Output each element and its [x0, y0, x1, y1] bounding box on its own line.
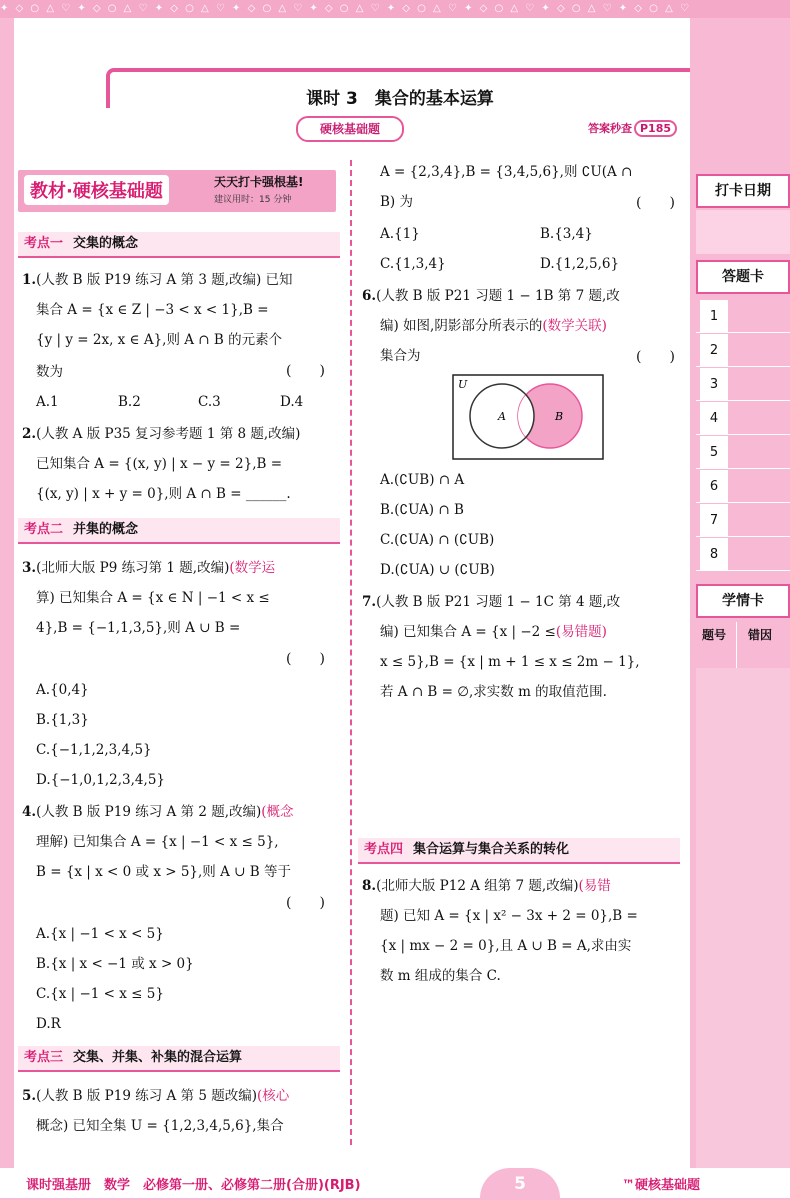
section-header [18, 518, 340, 544]
answer-paren[interactable]: ( ) [636, 195, 675, 211]
row-number: 6 [700, 470, 728, 503]
kp-text: 交集的概念 [73, 236, 139, 251]
option-a[interactable]: A.{1} [380, 226, 420, 242]
answer-paren[interactable]: ( ) [286, 651, 325, 667]
q-line: 编) 如图,阴影部分所表示的 [380, 318, 543, 334]
column-divider [350, 160, 352, 1145]
q-tag: (数学关联) [542, 318, 607, 334]
kp-text: 并集的概念 [73, 522, 139, 537]
answer-ref-label: 答案秒查 [588, 122, 632, 135]
q-line: (人教 B 版 P21 习题 1 − 1C 第 4 题,改 [376, 594, 621, 610]
venn-u-label: U [458, 378, 468, 391]
option-b[interactable]: B.2 [118, 394, 141, 410]
answer-paren[interactable]: ( ) [286, 363, 325, 379]
q-line: 概念) 已知全集 U = {1,2,3,4,5,6},集合 [36, 1118, 284, 1134]
q-line: 数为 [36, 364, 63, 380]
q-line: (北师大版 P12 A 组第 7 题,改编) [376, 878, 579, 894]
option-c[interactable]: C.(∁UA) ∩ (∁UB) [380, 532, 495, 548]
study-card-area[interactable] [696, 668, 790, 1168]
option-b[interactable]: B.{x | x < −1 或 x > 0} [36, 956, 194, 972]
page-title: 课时 3 集合的基本运算 [306, 89, 494, 109]
option-b[interactable]: B.{1,3} [36, 712, 89, 728]
q-line: (人教 B 版 P19 练习 A 第 3 题,改编) 已知 [36, 272, 293, 288]
option-a[interactable]: A.1 [36, 394, 59, 410]
q-line: 已知集合 A = {(x, y) | x − y = 2},B = [36, 456, 283, 472]
q-line: B = {x | x < 0 或 x > 5},则 A ∪ B 等于 [36, 864, 291, 880]
top-decoration: ✦ ◇ ○ △ ♡ ✦ ◇ ○ △ ♡ ✦ ◇ ○ △ ♡ ✦ ◇ ○ △ ♡ ✦ ◇ ○ △ ♡ ✦ ◇ ○ △ ♡ ✦ ◇ ○ △ ♡ ✦ ◇ ○ △ ♡ ✦ ◇ ○ △ ♡ [0, 0, 790, 18]
footer-brand: ™硬核基础题 [622, 1178, 701, 1193]
page-footer [0, 1168, 790, 1198]
q-tag: (易错 [578, 878, 611, 894]
section-header [18, 232, 340, 258]
checkin-date-label: 打卡日期 [696, 174, 790, 208]
q-line[interactable]: {(x, y) | x + y = 0},则 A ∩ B = ______. [36, 486, 291, 502]
answer-paren[interactable]: ( ) [636, 349, 675, 365]
answer-card-row[interactable] [696, 334, 790, 367]
q-line: (北师大版 P9 练习第 1 题,改编) [36, 560, 230, 576]
option-d[interactable]: D.{−1,0,1,2,3,4,5} [36, 772, 165, 788]
option-c[interactable]: C.3 [198, 394, 221, 410]
q-line: 编) 已知集合 A = {x | −2 ≤ [380, 624, 556, 640]
q-line: 数 m 组成的集合 C. [380, 968, 501, 984]
answer-card-row[interactable] [696, 300, 790, 333]
kp-text: 集合运算与集合关系的转化 [413, 842, 570, 857]
q-tag: (数学运 [229, 560, 276, 576]
footer-book-title: 课时强基册 数学 必修第一册、必修第二册(合册)(RJB) [26, 1178, 361, 1193]
kp-label: 考点二 [24, 522, 64, 537]
checkin-date-field[interactable] [696, 210, 790, 254]
option-d[interactable]: D.R [36, 1016, 61, 1032]
q-line: 若 A ∩ B = ∅,求实数 m 的取值范围. [380, 684, 607, 700]
q-line: {y | y = 2x, x ∈ A},则 A ∩ B 的元素个 [36, 332, 283, 348]
q-line: (人教 A 版 P35 复习参考题 1 第 8 题,改编) [36, 426, 301, 442]
kp-label: 考点四 [364, 842, 404, 857]
q-line: x ≤ 5},B = {x | m + 1 ≤ x ≤ 2m − 1}, [380, 654, 640, 670]
option-c[interactable]: C.{x | −1 < x ≤ 5} [36, 986, 164, 1002]
study-card-label: 学情卡 [696, 584, 790, 618]
answer-card-row[interactable] [696, 402, 790, 435]
q-line: 题) 已知 A = {x | x² − 3x + 2 = 0},B = [380, 908, 638, 924]
q-line: {x | mx − 2 = 0},且 A ∪ B = A,求由实 [380, 938, 632, 954]
q-tag: (易错题) [555, 624, 607, 640]
row-number: 3 [700, 368, 728, 401]
right-sidebar [696, 160, 790, 1170]
row-number: 7 [700, 504, 728, 537]
q-line: 算) 已知集合 A = {x ∈ N | −1 < x ≤ [36, 590, 270, 606]
option-d[interactable]: D.4 [280, 394, 304, 410]
answer-card-row[interactable] [696, 470, 790, 503]
column-question-no: 题号 [702, 628, 727, 642]
option-d[interactable]: D.{1,2,5,6} [540, 256, 620, 272]
option-b[interactable]: B.{3,4} [540, 226, 593, 242]
q-tag: (核心 [256, 1088, 290, 1104]
kp-text: 交集、并集、补集的混合运算 [73, 1050, 243, 1065]
option-b[interactable]: B.(∁UA) ∩ B [380, 502, 464, 518]
option-c[interactable]: C.{−1,1,2,3,4,5} [36, 742, 152, 758]
row-number: 5 [700, 436, 728, 469]
banner-main: 教材·硬核基础题 [24, 175, 169, 205]
answer-card-row[interactable] [696, 436, 790, 469]
difficulty-tag: 硬核基础题 [296, 116, 404, 142]
q-line: (人教 B 版 P19 练习 A 第 5 题改编) [36, 1088, 257, 1104]
section-banner [18, 170, 336, 212]
answer-card-row[interactable] [696, 538, 790, 571]
answer-reference[interactable] [588, 120, 677, 136]
answer-card-row[interactable] [696, 504, 790, 537]
row-number: 8 [700, 538, 728, 571]
kp-label: 考点三 [24, 1050, 64, 1065]
option-d[interactable]: D.(∁UA) ∪ (∁UB) [380, 562, 495, 578]
page-number: 5 [480, 1168, 560, 1198]
q-line: 集合 A = {x ∈ Z | −3 < x < 1},B = [36, 302, 269, 318]
section-header [358, 838, 680, 864]
q-line: 集合为 [380, 348, 421, 364]
answer-card-label: 答题卡 [696, 260, 790, 294]
option-a[interactable]: A.(∁UB) ∩ A [380, 472, 465, 488]
q-line: (人教 B 版 P19 练习 A 第 2 题,改编) [36, 804, 262, 820]
banner-time: 建议用时：15 分钟 [214, 195, 292, 205]
answer-card-row[interactable] [696, 368, 790, 401]
q-line: (人教 B 版 P21 习题 1 − 1B 第 7 题,改 [376, 288, 620, 304]
column-error-cause: 错因 [748, 628, 773, 642]
q-line: 理解) 已知集合 A = {x | −1 < x ≤ 5}, [36, 834, 279, 850]
kp-label: 考点一 [24, 236, 64, 251]
option-a[interactable]: A.{0,4} [36, 682, 89, 698]
q-line: B) 为 [380, 194, 413, 210]
answer-ref-page: P185 [634, 120, 677, 137]
row-number: 1 [700, 300, 728, 333]
q-line: 4},B = {−1,1,3,5},则 A ∪ B = [36, 620, 241, 636]
venn-diagram [452, 374, 604, 460]
venn-a-label: A [498, 410, 506, 423]
q-line: A = {2,3,4},B = {3,4,5,6},则 ∁U(A ∩ [380, 164, 633, 180]
option-a[interactable]: A.{x | −1 < x < 5} [36, 926, 164, 942]
answer-paren[interactable]: ( ) [286, 895, 325, 911]
venn-b-label: B [555, 410, 564, 423]
row-number: 2 [700, 334, 728, 367]
row-number: 4 [700, 402, 728, 435]
option-c[interactable]: C.{1,3,4} [380, 256, 446, 272]
title-bar [106, 68, 690, 108]
section-header [18, 1046, 340, 1072]
q-tag: (概念 [261, 804, 294, 820]
banner-slogan: 天天打卡强根基! [214, 175, 304, 189]
